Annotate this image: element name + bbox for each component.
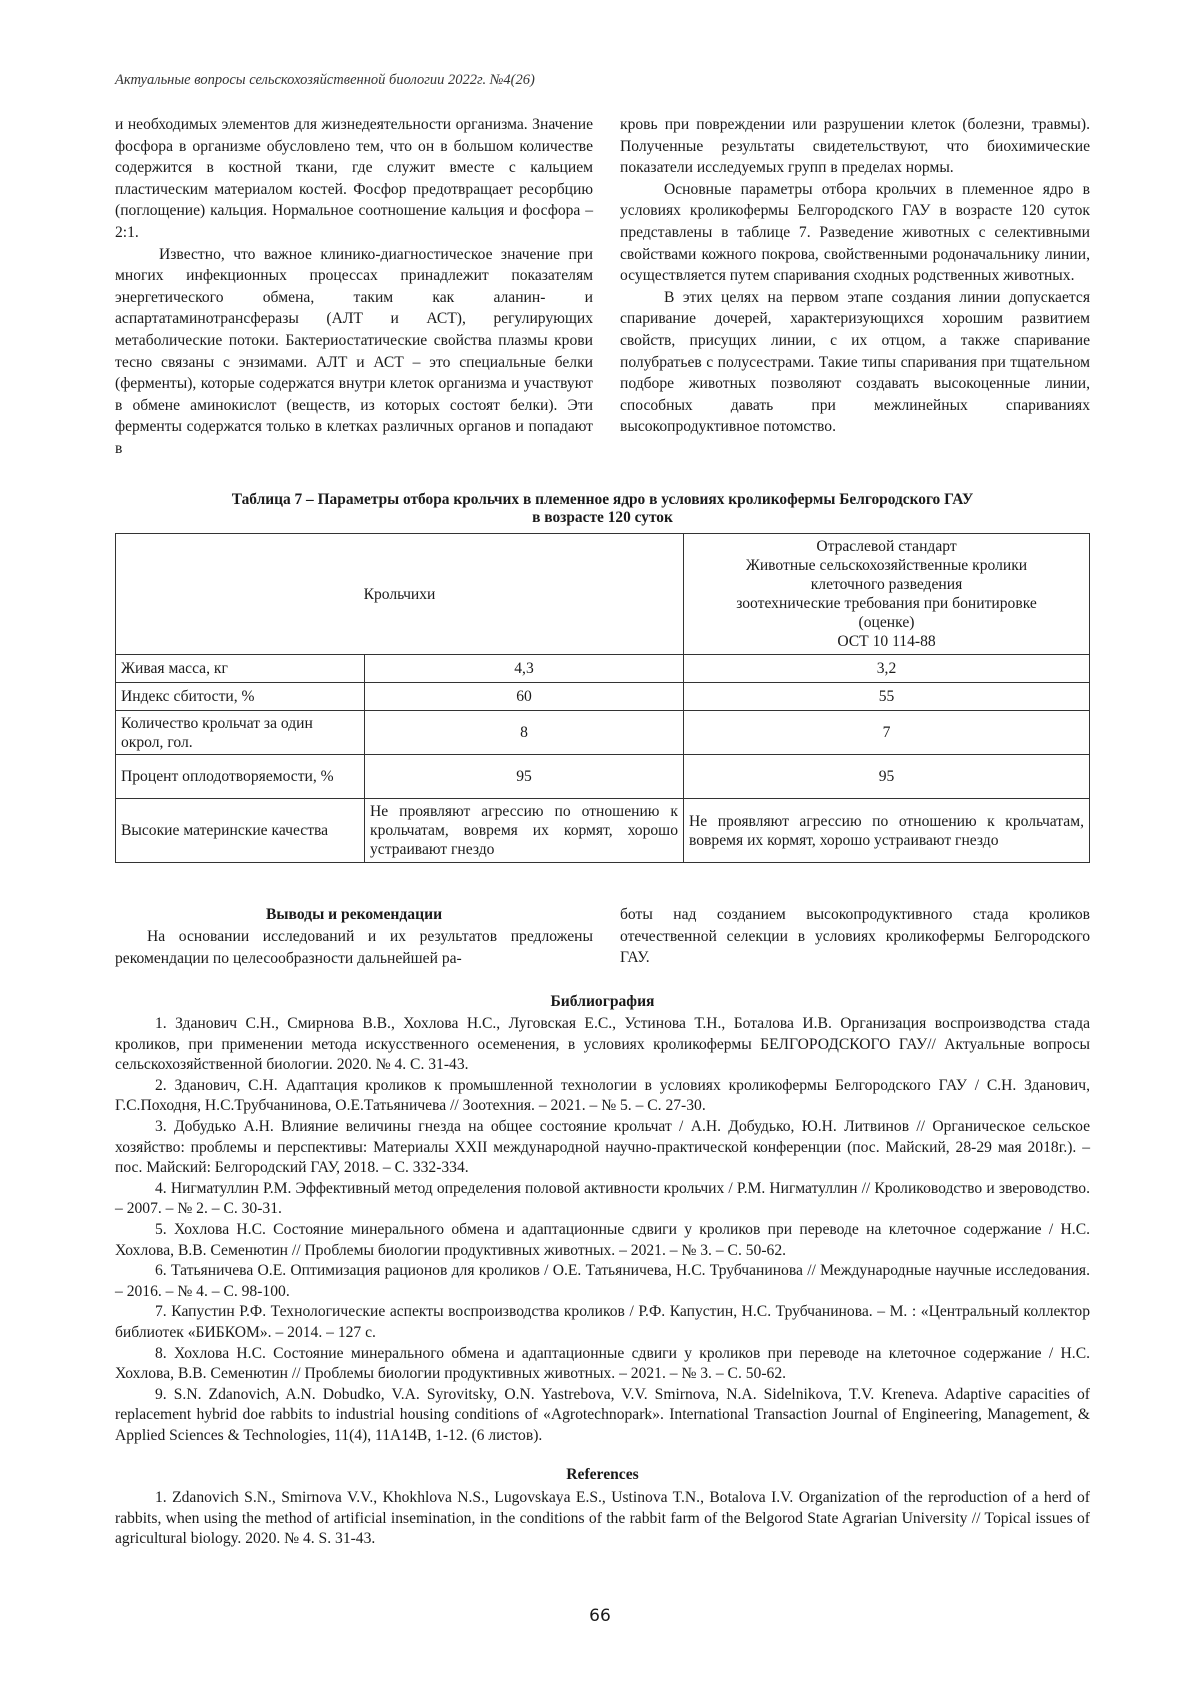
reference-item: 1. Zdanovich S.N., Smirnova V.V., Khokhlova N.S., Lugovskaya E.S., Ustinova T.N., Botalova I.V. Organization of the reproduction of a herd of rabbits, when using the method of artificial insemination, in the conditions of the rabbit farm of the Belgorod State Agrarian University // Topical issues of agricultural biology. 2020. № 4. S. 31-43. <box>115 1489 1090 1548</box>
body-column-right <box>620 114 1090 438</box>
bibliography-heading: Библиография <box>550 993 655 1010</box>
paragraph: кровь при повреждении или разрушении клеток (болезни, травмы). Полученные результаты свидетельствуют, что биохимические показатели исследуемых групп в пределах нормы. <box>620 116 1090 177</box>
standard-header-line: Отраслевой стандарт <box>816 538 957 555</box>
bibliography-item: 1. Зданович С.Н., Смирнова В.В., Хохлова Н.С., Луговская Е.С., Устинова Т.Н., Боталова И.В. Организация воспроизводства стада кроликов, при применении метода искусственного осеменения, в условиях кроликофермы БЕЛГОРОДСКОГО ГАУ// Актуальные вопросы сельскохозяйственной биологии. 2020. № 4. С. 31-43. <box>115 1015 1090 1074</box>
table-caption-line: Таблица 7 – Параметры отбора крольчих в племенное ядро в условиях кроликофермы Белгородского ГАУ <box>231 491 974 508</box>
running-header: Актуальные вопросы сельскохозяйственной биологии 2022г. №4(26) <box>115 72 535 88</box>
parameter-cell: Живая масса, кг <box>116 655 365 683</box>
rabbits-value-cell: 8 <box>365 711 684 755</box>
references-heading: References <box>566 1466 639 1483</box>
standard-header-line: ОСТ 10 114-88 <box>837 633 936 650</box>
table-row <box>116 799 1090 863</box>
paragraph: В этих целях на первом этапе создания линии допускается спаривание дочерей, характеризующихся хорошим развитием свойств, присущих линии, с их отцом, а также спаривание полубратьев с полусестрами. Такие типы спаривания при тщательном подборе животных позволяют создавать высокоценные линии, способных давать при межлинейных спариваниях высокопродуктивное потомство. <box>620 288 1090 436</box>
bibliography-item: 6. Татьяничева О.Е. Оптимизация рационов для кроликов / О.Е. Татьяничева, Н.С. Трубчанинова // Международные научные исследования. – 2016. – № 4. – С. 98-100. <box>115 1262 1090 1300</box>
bibliography-list <box>115 1014 1090 1446</box>
paragraph: На основании исследований и их результатов предложены рекомендации по целесообразности дальнейшей ра- <box>115 928 593 967</box>
conclusions-text-left <box>115 926 593 969</box>
paragraph: и необходимых элементов для жизнедеятельности организма. Значение фосфора в организме обусловлено тем, что он в большом количестве содержится в костной ткани, где служит вместе с кальцием пластическим материалом костей. Фосфор предотвращает ресорбцию (поглощение) кальция. Нормальное соотношение кальция и фосфора – 2:1. <box>115 116 593 241</box>
page-number: 66 <box>589 1606 611 1626</box>
standard-value-cell: 55 <box>684 683 1090 711</box>
standard-header-line: клеточного разведения <box>810 576 963 593</box>
paragraph: Известно, что важное клинико-диагностическое значение при многих инфекционных процессах принадлежит показателям энергетического обмена, таким как аланин- и аспартатаминотрансферазы (АЛТ и АСТ), регулирующих метаболические потоки. Бактериостатические свойства плазмы крови тесно связаны с энзимами. АЛТ и АСТ – это специальные белки (ферменты), которые содержатся внутри клеток организма и участвуют в обмене аминокислот (веществ, из которых состоят белки). Эти ферменты содержатся только в клетках различных органов и попадают в <box>115 245 593 457</box>
standard-value-cell: 95 <box>684 755 1090 799</box>
bibliography-item: 4. Нигматуллин Р.М. Эффективный метод определения половой активности крольчих / Р.М. Нигматуллин // Кролиководство и звероводство. – 2007. – № 2. – С. 30-31. <box>115 1179 1090 1218</box>
bibliography-item: 9. S.N. Zdanovich, A.N. Dobudko, V.A. Syrovitsky, O.N. Yastrebova, V.V. Smirnova, N.A. Sidelnikova, T.V. Kreneva. Adaptive capacities of replacement hybrid doe rabbits to industrial housing conditions of «Agrotechnopark». International Transaction Journal of Engineering, Management, & Applied Sciences & Technologies, 11(4), 11A14B, 1-12. (6 листов). <box>115 1385 1090 1444</box>
conclusions-text-right <box>620 904 1090 969</box>
standard-header-line: Животные сельскохозяйственные кролики <box>745 557 1028 574</box>
parameter-cell: Высокие материнские качества <box>116 799 365 863</box>
rabbits-value-cell: Не проявляют агрессию по отношению к крольчатам, вовремя их кормят, хорошо устраивают гнездо <box>365 799 684 863</box>
table-row <box>116 655 1090 683</box>
table-row <box>116 683 1090 711</box>
rabbits-value-cell: 95 <box>365 755 684 799</box>
bibliography-item: 7. Капустин Р.Ф. Технологические аспекты воспроизводства кроликов / Р.Ф. Капустин, Н.С. Трубчанинова. – М. : «Центральный коллектор библиотек «БИБКОМ». – 2014. – 127 с. <box>115 1303 1090 1341</box>
body-column-left <box>115 114 593 460</box>
rabbits-value-cell: 60 <box>365 683 684 711</box>
parameter-cell: Индекс сбитости, % <box>116 683 365 711</box>
bibliography-item: 5. Хохлова Н.С. Состояние минерального обмена и адаптационные сдвиги у кроликов при переводе на клеточное содержание / Н.С. Хохлова, В.В. Семенютин // Проблемы биологии продуктивных животных. – 2021. – № 3. – С. 50-62. <box>115 1220 1090 1259</box>
conclusions-heading: Выводы и рекомендации <box>265 906 443 923</box>
selection-parameters-table <box>115 533 1090 863</box>
standard-value-cell: 3,2 <box>684 655 1090 683</box>
paragraph: боты над созданием высокопродуктивного стада кроликов отечественной селекции в условиях кроликофермы Белгородского ГАУ. <box>620 906 1090 967</box>
table-row <box>116 711 1090 755</box>
parameter-cell: Процент оплодотворяемости, % <box>116 755 365 799</box>
table-header-standard <box>684 534 1090 655</box>
table-caption <box>115 491 1090 527</box>
bibliography-item: 8. Хохлова Н.С. Состояние минерального обмена и адаптационные сдвиги у кроликов при переводе на клеточное содержание / Н.С. Хохлова, В.В. Семенютин // Проблемы биологии продуктивных животных. – 2021. – № 3. – С. 50-62. <box>115 1344 1090 1383</box>
bibliography-item: 3. Добудько А.Н. Влияние величины гнезда на общее состояние крольчат / А.Н. Добудько, Ю.Н. Литвинов // Органическое сельское хозяйство: проблемы и перспективы: Материалы XXII международной научно-практической конференции (пос. Майский, 28-29 мая 2018г.). – пос. Майский: Белгородский ГАУ, 2018. – С. 332-334. <box>115 1117 1090 1177</box>
paragraph: Основные параметры отбора крольчих в племенное ядро в условиях кроликофермы Белгородского ГАУ в возрасте 120 суток представлены в таблице 7. Разведение животных с селективными свойствами кожного покрова, свойственными родоначальнику линии, осуществляется путем спаривания сходных родственных животных. <box>620 180 1090 285</box>
standard-header-line: (оценке) <box>858 614 915 631</box>
parameter-cell: Количество крольчат за один окрол, гол. <box>116 711 365 755</box>
table-caption-line: в возрасте 120 суток <box>532 509 673 526</box>
references-list <box>115 1488 1090 1550</box>
rabbits-value-cell: 4,3 <box>365 655 684 683</box>
standard-value-cell: 7 <box>684 711 1090 755</box>
standard-value-cell: Не проявляют агрессию по отношению к крольчатам, вовремя их кормят, хорошо устраивают гнездо <box>684 799 1090 863</box>
table-row <box>116 755 1090 799</box>
table-header-rabbits: Крольчихи <box>116 534 684 655</box>
standard-header-line: зоотехнические требования при бонитировке <box>736 595 1037 612</box>
table-header-row <box>116 534 1090 655</box>
bibliography-item: 2. Зданович, С.Н. Адаптация кроликов к промышленной технологии в условиях кроликофермы Белгородского ГАУ / С.Н. Зданович, Г.С.Походня, Н.С.Трубчанинова, О.Е.Татьяничева // Зоотехния. – 2021. – № 5. – С. 27-30. <box>115 1076 1090 1115</box>
